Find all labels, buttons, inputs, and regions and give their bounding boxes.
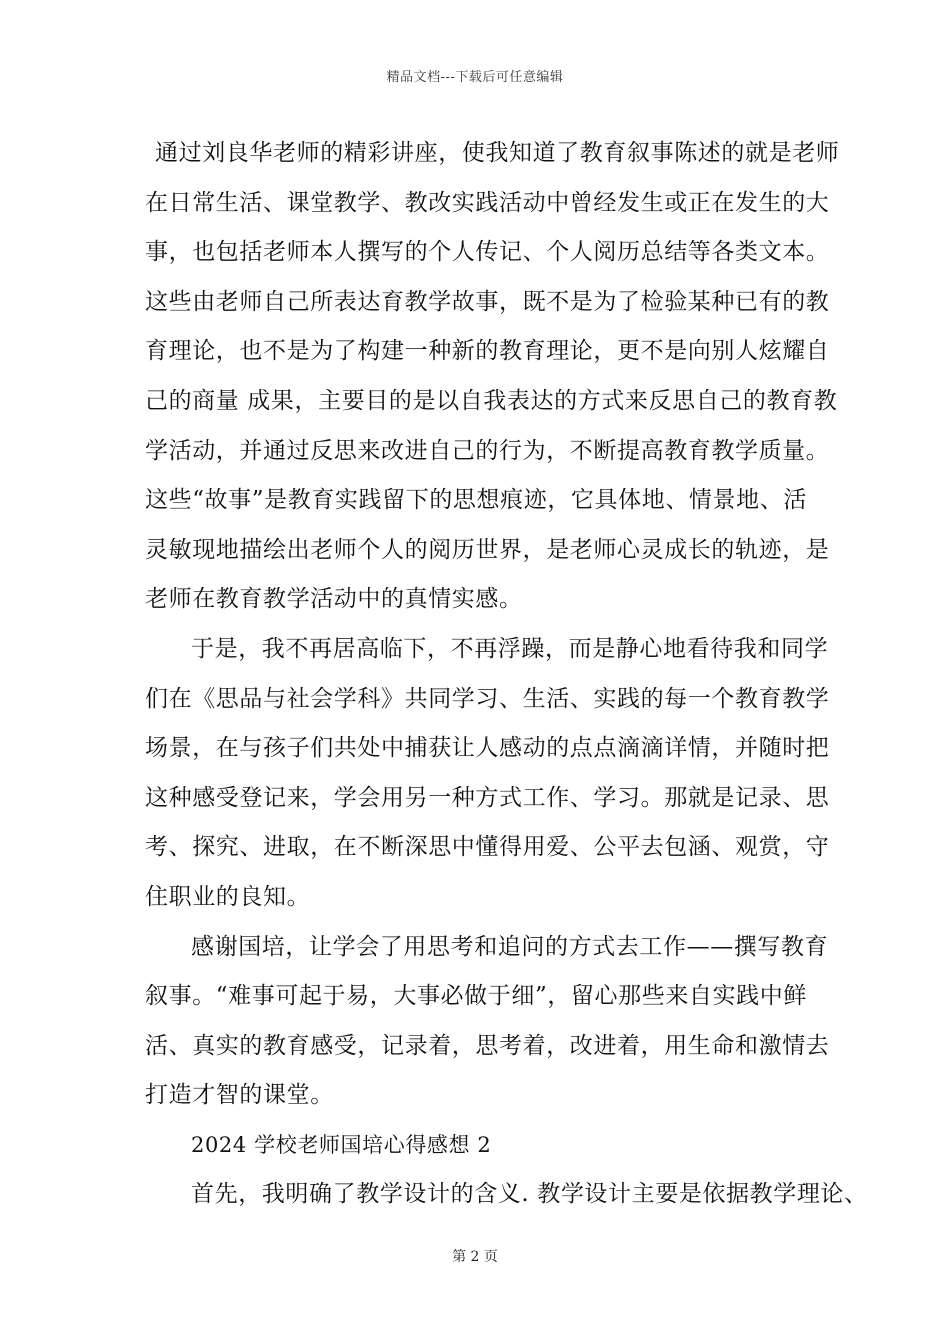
body-line: 考、探究、进取，在不断深思中懂得用爱、公平去包涵、观赏，守 (145, 834, 830, 861)
document-body (145, 128, 868, 1219)
body-line: 们在《思品与社会学科》共同学习、生活、实践的每一个教育教学 (145, 685, 830, 712)
body-line: 通过刘良华老师的精彩讲座，使我知道了教育叙事陈述的就是老师 (155, 140, 840, 166)
body-line: 叙事。“难事可起于易，大事必做于细”，留心那些来自实践中鲜 (145, 983, 807, 1010)
body-line: 这种感受登记来，学会用另一种方式工作、学习。那就是记录、思 (145, 784, 830, 811)
page-number: 第 2 页 (452, 1249, 498, 1265)
body-line: 育理论，也不是为了构建一种新的教育理论，更不是向别人炫耀自 (145, 338, 830, 365)
body-line: 老师在教育教学活动中的真情实感。 (145, 586, 523, 613)
body-line: 首先，我明确了教学设计的含义. 教学设计主要是依据教学理论、 (191, 1181, 868, 1208)
body-line: 感谢国培，让学会了用思考和追问的方式去工作——撰写教育 (191, 933, 829, 960)
body-line: 在日常生活、课堂教学、教改实践活动中曾经发生或正在发生的大 (145, 189, 830, 216)
body-line: 这些“故事”是教育实践留下的思想痕迹，它具体地、情景地、活 (145, 487, 807, 514)
body-line: 于是，我不再居高临下，不再浮躁，而是静心地看待我和同学 (191, 635, 829, 662)
page-header: 精品文档---下载后可任意编辑 (386, 70, 564, 85)
body-line: 灵敏现地描绘出老师个人的阅历世界，是老师心灵成长的轨迹，是 (145, 536, 830, 563)
body-line: 学活动，并通过反思来改进自己的行为，不断提高教育教学质量。 (145, 437, 830, 464)
body-line: 这些由老师自己所表达育教学故事，既不是为了检验某种已有的教 (145, 288, 830, 315)
body-line: 打造才智的课堂。 (145, 1082, 334, 1109)
body-line: 活、真实的教育感受，记录着，思考着，改进着，用生命和激情去 (145, 1032, 830, 1059)
section-heading: 2024 学校老师国培心得感想 2 (191, 1132, 492, 1157)
body-line: 住职业的良知。 (145, 883, 311, 910)
body-line: 己的商量 成果，主要目的是以自我表达的方式来反思自己的教育教 (145, 387, 838, 414)
body-line: 场景，在与孩子们共处中捕获让人感动的点点滴滴详情，并随时把 (145, 735, 830, 762)
body-line: 事，也包括老师本人撰写的个人传记、个人阅历总结等各类文本。 (145, 239, 830, 266)
